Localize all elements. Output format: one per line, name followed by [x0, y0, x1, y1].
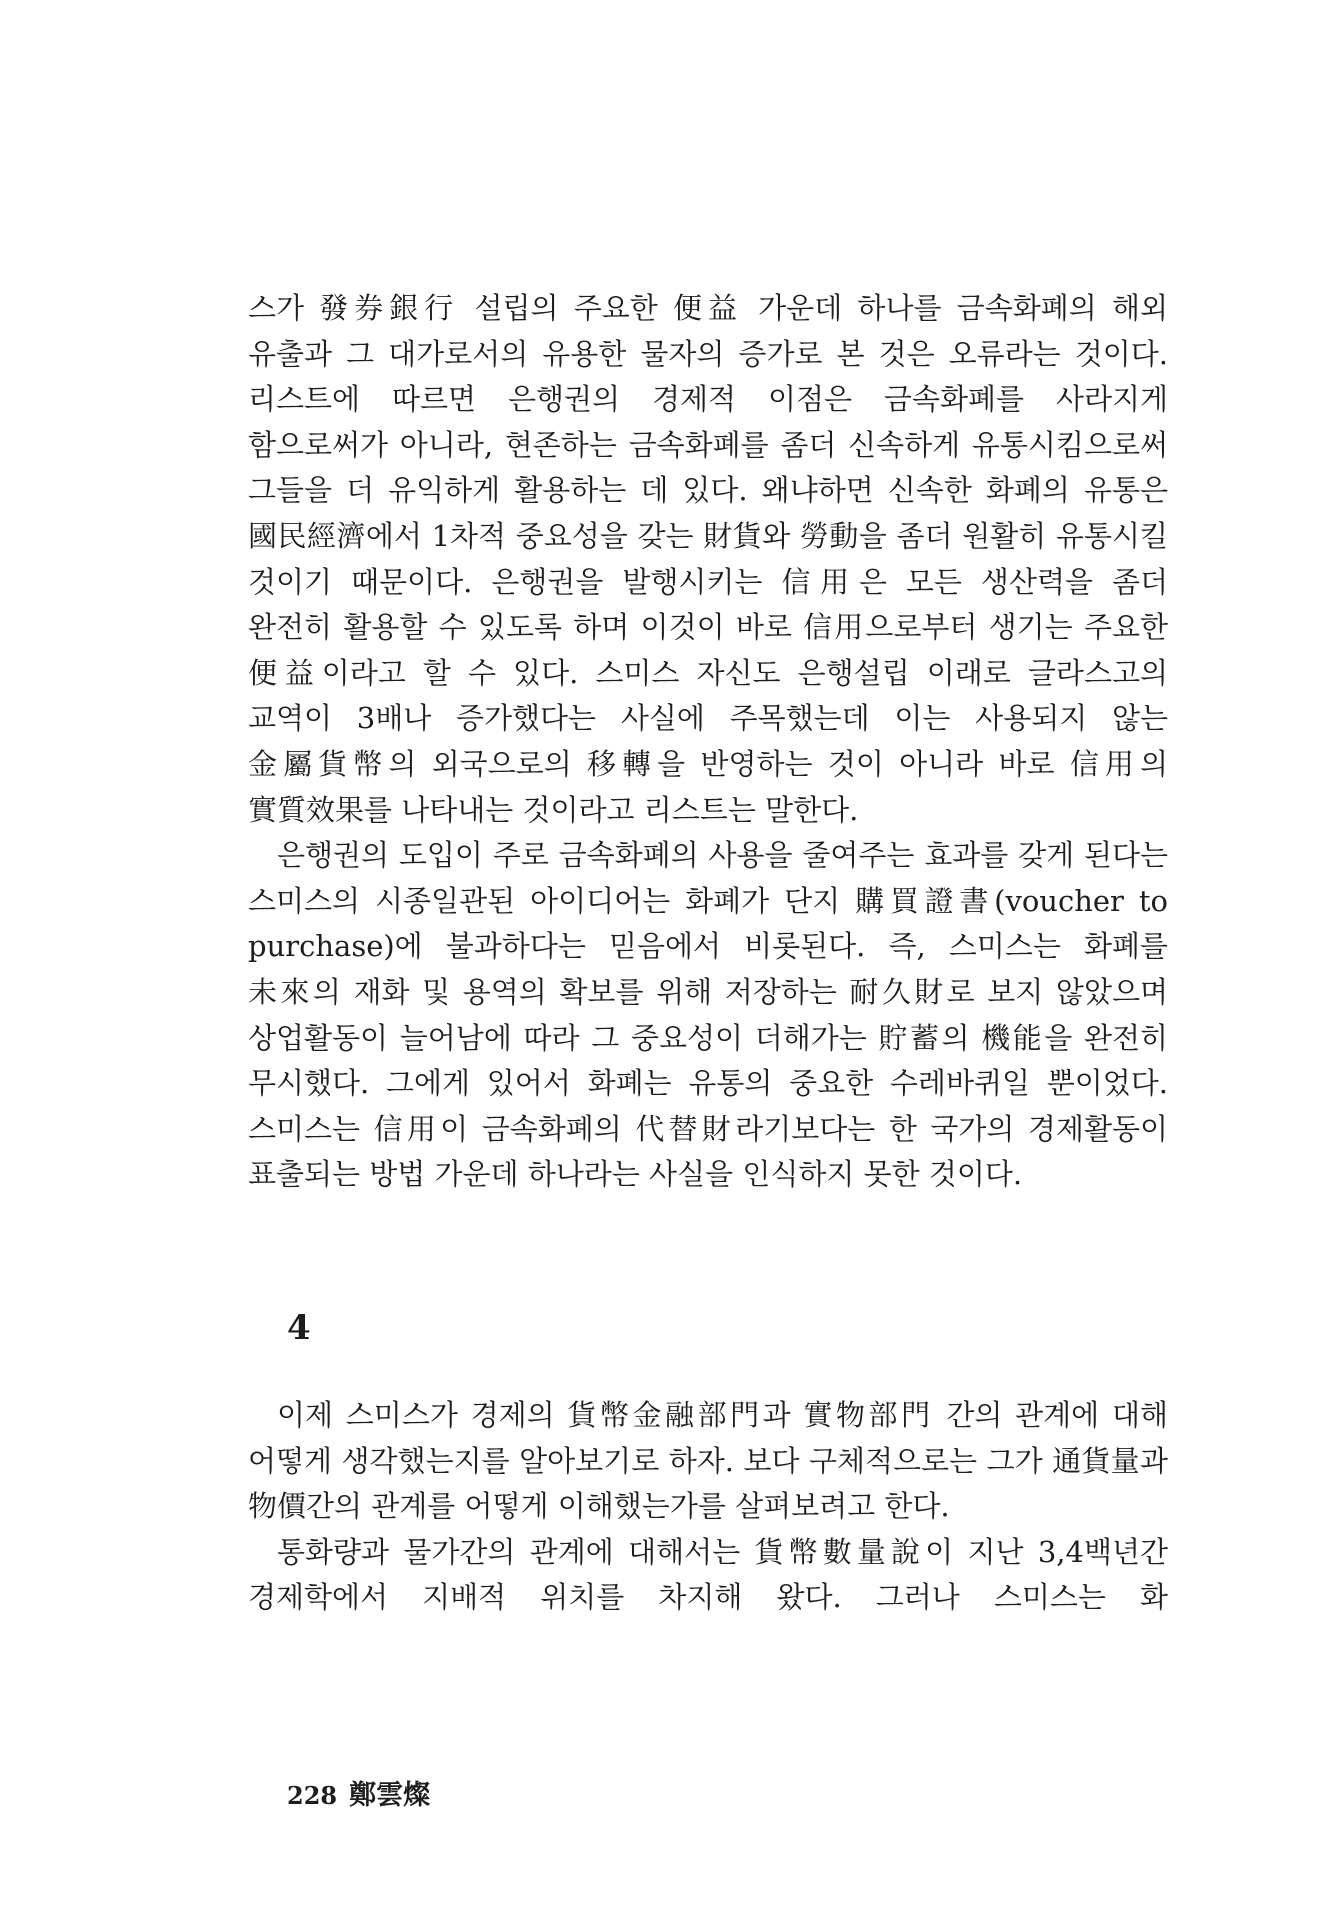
author-name: 鄭雲燦 [349, 1780, 431, 1811]
paragraph-3: 이제 스미스가 경제의 貨幣金融部門과 實物部門 간의 관계에 대해 어떻게 생각했는지를 알아보기로 하자. 보다 구체적으로는 그가 通貨量과 物價간의 관계를 어떻게 이해했는가를 살펴보려고 한다. [248, 1398, 1168, 1524]
paragraph-2: 은행권의 도입이 주로 금속화폐의 사용을 줄여주는 효과를 갖게 된다는 스미스의 시종일관된 아이디어는 화폐가 단지 購買證書(voucher to purchase)에 불과하다는 믿음에서 비롯된다. 즉, 스미스는 화폐를 未來의 재화 및 용역의 확보를 위해 저장하는 耐久財로 보지 않았으며 상업활동이 늘어남에 따라 그 중요성이 더해가는 貯蓄의 機能을 완전히 무시했다. 그에게 있어서 화폐는 유통의 중요한 수레바퀴일 뿐이었다. 스미스는 信用이 금속화폐의 代替財라기보다는 한 국가의 경제활동이 표출되는 방법 가운데 하나라는 사실을 인식하지 못한 것이다. [248, 838, 1168, 1192]
main-text-block [248, 286, 1168, 1198]
paragraph-4: 통화량과 물가간의 관계에 대해서는 貨幣數量說이 지난 3,4백년간 경제학에서 지배적 위치를 차지해 왔다. 그러나 스미스는 화 [248, 1534, 1168, 1615]
paragraph-1: 스가 發券銀行 설립의 주요한 便益 가운데 하나를 금속화폐의 해외 유출과 그 대가로서의 유용한 물자의 증가로 본 것은 오류라는 것이다. 리스트에 따르면 은행권의 경제적 이점은 금속화폐를 사라지게 함으로써가 아니라, 현존하는 금속화폐를 좀더 신속하게 유통시킴으로써 그들을 더 유익하게 활용하는 데 있다. 왜냐하면 신속한 화폐의 유통은 國民經濟에서 1차적 중요성을 갖는 財貨와 勞動을 좀더 원활히 유통시킬 것이기 때문이다. 은행권을 발행시키는 信用은 모든 생산력을 좀더 완전히 활용할 수 있도록 하며 이것이 바로 信用으로부터 생기는 주요한 便益이라고 할 수 있다. 스미스 자신도 은행설립 이래로 글라스고의 교역이 3배나 증가했다는 사실에 주목했는데 이는 사용되지 않는 金屬貨幣의 외국으로의 移轉을 반영하는 것이 아니라 바로 信用의 實質效果를 나타내는 것이라고 리스트는 말한다. [248, 291, 1168, 827]
page-footer [287, 1773, 430, 1812]
section-text-block [248, 1393, 1168, 1621]
page-number: 228 [287, 1781, 338, 1810]
section-number: 4 [287, 1308, 311, 1348]
